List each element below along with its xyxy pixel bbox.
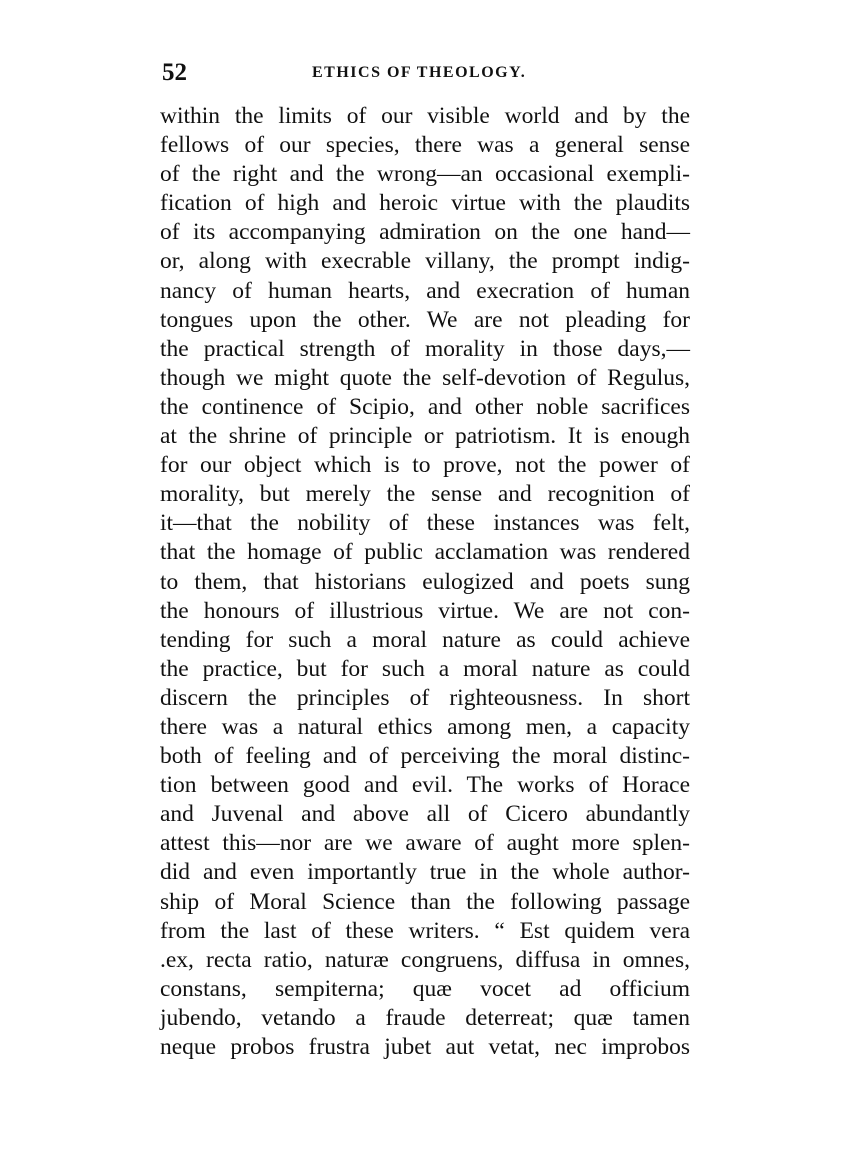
text-line: neque probos frustra jubet aut vetat, nec improbos (160, 1034, 690, 1060)
text-line: constans, sempiterna; quæ vocet ad officium (160, 975, 690, 1002)
text-line: nancy of human hearts, and execration of human (160, 277, 690, 304)
text-line: it—that the nobility of these instances was felt, (160, 510, 690, 537)
text-line: jubendo, vetando a fraude deterreat; quæ tamen (160, 1004, 690, 1031)
text-line: the practice, but for such a moral nature as could (160, 655, 690, 682)
text-line: attest this—nor are we aware of aught more splen- (160, 830, 690, 857)
text-line: tongues upon the other. We are not pleading for (160, 306, 690, 333)
text-line: of its accompanying admiration on the one hand— (160, 219, 690, 246)
text-line: ship of Moral Science than the following passage (160, 888, 690, 915)
text-line: to them, that historians eulogized and poets sung (160, 568, 690, 595)
text-line: at the shrine of principle or patriotism. It is enough (160, 423, 690, 450)
text-line: the practical strength of morality in those days,— (160, 335, 690, 362)
text-line: for our object which is to prove, not the power of (160, 452, 690, 479)
text-line: though we might quote the self-devotion of Regulus, (160, 364, 690, 391)
body-text (160, 102, 690, 1062)
text-line: fication of high and heroic virtue with the plaudits (160, 190, 690, 217)
text-line: or, along with execrable villany, the prompt indig- (160, 248, 690, 275)
text-line: there was a natural ethics among men, a capacity (160, 713, 690, 740)
text-line: within the limits of our visible world and by the (160, 103, 690, 129)
text-line: discern the principles of righteousness. In short (160, 684, 690, 711)
text-line: and Juvenal and above all of Cicero abundantly (160, 801, 690, 828)
text-line: morality, but merely the sense and recognition of (160, 481, 690, 508)
running-title: ETHICS OF THEOLOGY. (312, 64, 527, 81)
text-line: tion between good and evil. The works of Horace (160, 772, 690, 799)
text-line: the honours of illustrious virtue. We are not con- (160, 597, 690, 624)
running-head (162, 58, 692, 88)
text-line: of the right and the wrong—an occasional exempli- (160, 161, 690, 188)
text-line: tending for such a moral nature as could achieve (160, 626, 690, 653)
text-line: both of feeling and of perceiving the moral distinc- (160, 743, 690, 770)
text-line: .ex, recta ratio, naturæ congruens, diffusa in omnes, (160, 946, 690, 973)
text-line: from the last of these writers. “ Est quidem vera (160, 917, 690, 944)
text-line: that the homage of public acclamation was rendered (160, 539, 690, 566)
text-line: the continence of Scipio, and other noble sacrifices (160, 393, 690, 420)
text-line: fellows of our species, there was a general sense (160, 132, 690, 159)
page-number: 52 (162, 59, 187, 86)
text-line: did and even importantly true in the whole author- (160, 859, 690, 886)
